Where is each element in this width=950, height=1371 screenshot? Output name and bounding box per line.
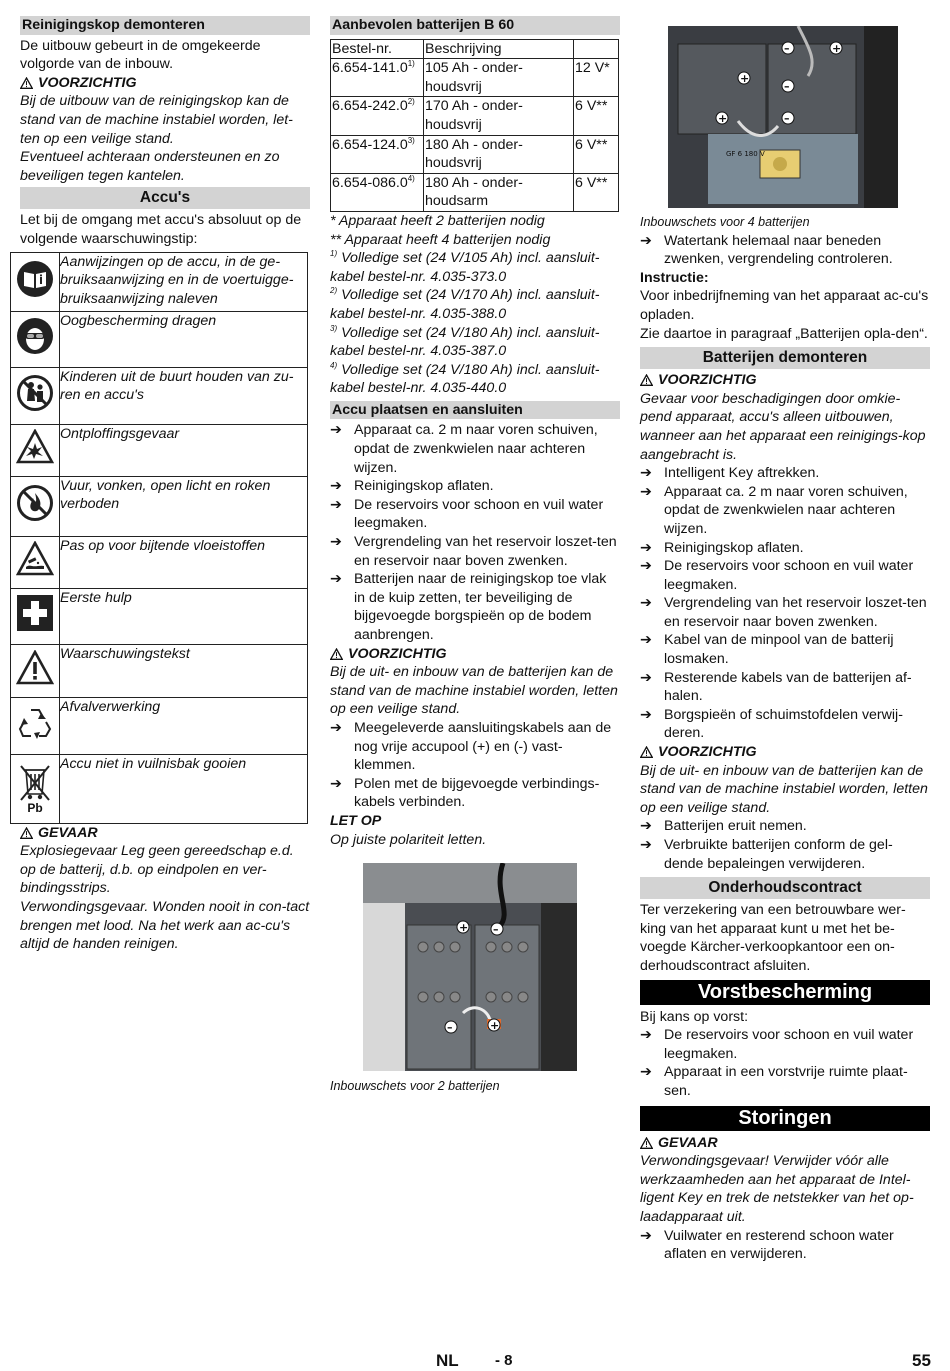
table-note: * Apparaat heeft 2 batterijen nodig (330, 212, 545, 229)
list-item: ➔ Vergrendeling van het reservoir loszet-ten en reservoir naar boven zwenken. (330, 534, 617, 569)
voltage: 6 V** (574, 135, 619, 173)
svg-text:–: – (493, 923, 499, 937)
paragraph: Let bij de omgang met accu's absoluut op de volgende waarschuwingstip: (20, 212, 302, 247)
instruction-label: Instructie: (640, 269, 709, 286)
no-fire-icon (16, 484, 54, 522)
list-item: ➔ Intelligent Key aftrekken. (640, 465, 820, 482)
paragraph: Zie daartoe in paragraaf „Batterijen opla-den“. (640, 325, 928, 342)
table-row (331, 97, 619, 135)
heading-batterijen-demonteren: Batterijen demonteren (640, 347, 930, 369)
footnote-marker: 3) (407, 135, 415, 145)
explosion-icon (16, 429, 54, 465)
table-row (331, 135, 619, 173)
table-row (331, 59, 619, 97)
warning-caution (20, 74, 310, 93)
heading-aanbevolen-batterijen: Aanbevolen batterijen B 60 (330, 16, 620, 35)
warning-danger (640, 1134, 930, 1153)
footnote-marker: 2) (407, 97, 415, 107)
lead-symbol-label: Pb (27, 801, 43, 816)
list-item: ➔ Kabel van de minpool van de batterij losmaken. (640, 632, 894, 668)
list-item: ➔ Watertank helemaal naar beneden zwenken, vergrendeling controleren. (640, 232, 893, 268)
warning-danger (20, 824, 310, 843)
corrosive-icon (16, 541, 54, 577)
description: 180 Ah - onder-houdsarm (424, 173, 574, 211)
svg-text:+: + (459, 921, 469, 935)
list-item: ➔ Meegeleverde aansluitingskabels aan de nog vrije accupool (+) en (-) vast-klemmen. (330, 719, 612, 774)
list-item: ➔ Batterijen eruit nemen. (640, 818, 807, 835)
svg-text:+: + (718, 112, 728, 125)
list-item: ➔ Batterijen naar de reinigingskop toe vlak in de kuip zetten, ter beveiliging de bijgevoegde borgspieën op de bodem aanbrengen. (330, 571, 607, 643)
symbol-text: Pas op voor bijtende vloeistoffen (60, 536, 308, 588)
table-row (331, 173, 619, 211)
table-row (11, 697, 308, 754)
list-item: ➔ Apparaat ca. 2 m naar voren schuiven, opdat de zwenkwielen naar achteren wijzen. (640, 483, 908, 537)
voltage: 12 V* (574, 59, 619, 97)
footer-section-page: - 8 (495, 1352, 513, 1369)
symbol-text: Eerste hulp (60, 588, 308, 644)
photo-2-batteries (363, 863, 577, 1071)
voltage: 6 V** (574, 173, 619, 211)
svg-text:+: + (740, 72, 750, 85)
footnote: $^{1)}$ Volledige set (24 V/105 Ah) incl. aansluit-kabel bestel-nr. 4.035-373.0 (330, 249, 600, 285)
table-row (11, 754, 308, 823)
voltage: 6 V** (574, 97, 619, 135)
list-item: ➔ De reservoirs voor schoon en vuil water leegmaken. (640, 558, 914, 593)
paragraph: Bij kans op vorst: (640, 1008, 749, 1025)
heading-storingen: Storingen (640, 1106, 930, 1131)
warning-text: Bij de uitbouw van de reinigingskop kan de stand van de machine instabiel worden, let-ten op een veilige stand. (20, 93, 293, 147)
page-number: 55 (912, 1351, 931, 1370)
heading-onderhoudscontract: Onderhoudscontract (640, 877, 930, 899)
table-row (11, 476, 308, 536)
symbol-text: Oogbescherming dragen (60, 311, 308, 367)
heading-vorstbescherming: Vorstbescherming (640, 980, 930, 1005)
warning-text: Verwondingsgevaar. Wonden nooit in con-tact brengen met lood. Na het werk aan ac-cu's altijd de handen reinigen. (20, 898, 310, 953)
battery-label-text: GF 6 180 V (726, 150, 765, 158)
list-item: ➔ Borgspieën of schuimstofdelen verwij-deren. (640, 706, 903, 742)
order-number: 6.654-141.0 (332, 60, 408, 77)
table-row (11, 588, 308, 644)
battery-photo-illustration (363, 863, 577, 1071)
warning-label: GEVAAR (658, 1134, 718, 1151)
footnote-marker: 4) (407, 173, 415, 183)
symbol-text: Accu niet in vuilnisbak gooien (60, 754, 308, 823)
note-label: LET OP (330, 812, 382, 829)
manual-icon (16, 260, 54, 298)
warning-caution (640, 743, 930, 762)
steps-list (640, 1026, 930, 1100)
column-header: Beschrijving (424, 39, 574, 59)
children-icon (16, 374, 54, 412)
warning-caution (330, 645, 620, 664)
table-row (11, 252, 308, 311)
symbol-text: Kinderen uit de buurt houden van zu-ren en accu's (60, 367, 308, 424)
warning-text: Gevaar voor beschadigingen door omkie-pend apparaat, accu's alleen uitbouwen, wanneer aan het apparaat een reinigings-kop aangebracht is. (640, 390, 926, 463)
paragraph: Voor inbedrijfneming van het apparaat ac-cu's opladen. (640, 288, 929, 323)
footnote: $^{3)}$ Volledige set (24 V/180 Ah) incl. aansluit-kabel bestel-nr. 4.035-387.0 (330, 323, 600, 360)
description: 180 Ah - onder-houdsvrij (424, 135, 574, 173)
list-item: ➔ Apparaat ca. 2 m naar voren schuiven, opdat de zwenkwielen naar achteren wijzen. (330, 422, 598, 476)
column-right (640, 16, 930, 1264)
description: 105 Ah - onder-houdsvrij (424, 59, 574, 97)
list-item: ➔ Verbruikte batterijen conform de gel-dende bepaleingen verwijderen. (640, 837, 893, 872)
paragraph: Ter verzekering van een betrouwbare wer-king van het apparaat kunt u met het be-voegde Kärcher-verkoopkantoor een on-derhoudscontract afsluiten. (640, 902, 906, 974)
symbol-text: Ontploffingsgevaar (60, 424, 308, 476)
order-number: 6.654-242.0 (332, 98, 408, 115)
table-row (11, 644, 308, 697)
warning-label: VOORZICHTIG (38, 74, 137, 91)
footnote: $^{4)}$ Volledige set (24 V/180 Ah) incl. aansluit-kabel bestel-nr. 4.035-440.0 (330, 360, 600, 397)
footnote: $^{2)}$ Volledige set (24 V/170 Ah) incl. aansluit-kabel bestel-nr. 4.035-388.0 (330, 286, 600, 322)
svg-text:–: – (784, 80, 790, 93)
list-item: ➔ Resterende kabels van de batterijen af-halen. (640, 669, 912, 705)
footnote-marker: 1) (407, 59, 415, 69)
warning-triangle-icon (20, 77, 33, 89)
battery-table (330, 39, 619, 212)
list-item: ➔ Vergrendeling van het reservoir loszet-ten en reservoir naar boven zwenken. (640, 595, 927, 630)
svg-text:–: – (447, 1021, 453, 1035)
svg-text:–: – (784, 42, 790, 55)
table-row (11, 367, 308, 424)
warning-text: Explosiegevaar Leg geen gereedschap e.d. op de batterij, d.b. op eindpolen en ver-bindingsstrips. (20, 843, 294, 897)
warning-label: VOORZICHTIG (658, 744, 757, 761)
warning-triangle-icon (640, 1137, 653, 1149)
warning-icon (16, 650, 54, 686)
battery-symbols-table (10, 252, 308, 824)
column-header (574, 39, 619, 59)
warning-triangle-icon (640, 746, 653, 758)
heading-accus: Accu's (20, 187, 310, 209)
svg-text:+: + (490, 1019, 500, 1033)
figure-caption: Inbouwschets voor 4 batterijen (640, 215, 810, 229)
list-item: ➔ De reservoirs voor schoon en vuil water leegmaken. (640, 1027, 914, 1062)
list-item: ➔ Polen met de bijgevoegde verbindings-kabels verbinden. (330, 775, 600, 811)
table-row (11, 536, 308, 588)
order-number: 6.654-086.0 (332, 174, 408, 191)
steps-list (330, 421, 620, 644)
table-row (11, 311, 308, 367)
table-note: ** Apparaat heeft 4 batterijen nodig (330, 231, 551, 248)
symbol-text: Waarschuwingstekst (60, 644, 308, 697)
list-item: ➔ Reinigingskop aflaten. (330, 478, 494, 495)
first-aid-icon (16, 594, 54, 632)
recycle-icon (15, 704, 55, 742)
warning-text: Bij de uit- en inbouw van de batterijen kan de stand van de machine instabiel worden, letten op een veilige stand. (640, 762, 928, 816)
warning-label: VOORZICHTIG (658, 372, 757, 389)
warning-text: Bij de uit- en inbouw van de batterijen kan de stand van de machine instabiel worden, letten op een veilige stand. (330, 664, 618, 718)
steps-list (330, 719, 620, 812)
column-middle (330, 16, 620, 1096)
warning-triangle-icon (330, 648, 343, 660)
heading-accu-plaatsen: Accu plaatsen en aansluiten (330, 401, 620, 420)
no-bin-icon (16, 762, 54, 806)
steps-list (640, 817, 930, 873)
photo-4-batteries (668, 26, 898, 208)
paragraph: De uitbouw gebeurt in de omgekeerde volgorde van de inbouw. (20, 37, 261, 73)
goggles-icon (16, 317, 54, 355)
figure-caption: Inbouwschets voor 2 batterijen (330, 1079, 500, 1094)
order-number: 6.654-124.0 (332, 136, 408, 153)
column-left (20, 16, 310, 954)
warning-text: Verwondingsgevaar! Verwijder vóór alle werkzaamheden aan het apparaat de Intel-ligent Key en trek de netstekker van het op-laadapparaat uit. (640, 1153, 914, 1225)
svg-text:+: + (832, 42, 842, 55)
list-item: ➔ Reinigingskop aflaten. (640, 539, 804, 556)
warning-label: GEVAAR (38, 824, 98, 841)
warning-caution (640, 371, 930, 390)
table-header-row (331, 39, 619, 59)
warning-text: Eventueel achteraan ondersteunen en zo beveiligen tegen kantelen. (20, 149, 280, 184)
footer-language: NL (436, 1351, 459, 1370)
battery-photo-illustration (668, 26, 898, 208)
column-header: Bestel-nr. (331, 39, 424, 59)
steps-list (640, 464, 930, 743)
list-item: ➔ Vuilwater en resterend schoon water aflaten en verwijderen. (640, 1227, 894, 1263)
symbol-text: Vuur, vonken, open licht en roken verboden (60, 476, 308, 536)
description: 170 Ah - onder-houdsvrij (424, 97, 574, 135)
heading-reinigingskop-demonteren: Reinigingskop demonteren (20, 16, 310, 35)
symbol-text: Afvalverwerking (60, 697, 308, 754)
warning-triangle-icon (20, 827, 33, 839)
list-item: ➔ De reservoirs voor schoon en vuil water leegmaken. (330, 496, 604, 532)
warning-label: VOORZICHTIG (348, 645, 447, 662)
table-row (11, 424, 308, 476)
warning-triangle-icon (640, 374, 653, 386)
list-item: ➔ Apparaat in een vorstvrije ruimte plaat-sen. (640, 1064, 908, 1099)
note-text: Op juiste polariteit letten. (330, 831, 487, 848)
svg-text:–: – (784, 112, 790, 125)
symbol-text: Aanwijzingen op de accu, in de ge-bruiksaanwijzing en in de voertuigge-bruiksaanwijzing naleven (60, 252, 308, 311)
